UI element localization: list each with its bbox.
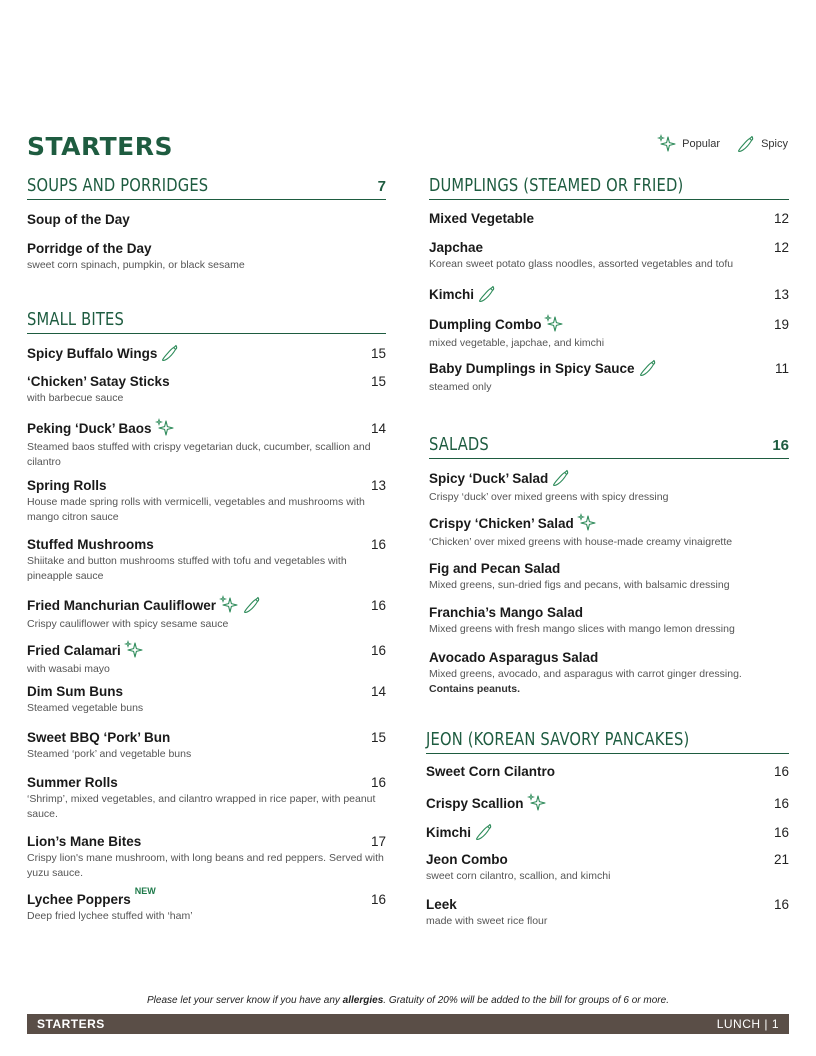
menu-item [27,886,386,924]
section-title: JEON (KOREAN SAVORY PANCAKES) [426,730,690,750]
menu-item [429,561,789,593]
item-description [27,662,386,677]
item-price: 14 [370,420,386,436]
item-name [429,314,564,334]
menu-item [27,834,386,881]
item-name [27,684,123,699]
item-price: 16 [370,642,386,658]
item-price: 16 [773,795,789,811]
menu-item [27,595,386,632]
section-header [27,310,386,334]
footer-note-text-end: . Gratuity of 20% will be added to the bill for groups of 6 or more. [383,995,669,1006]
section-header [426,730,789,754]
item-description-text: Steamed baos stuffed with crispy vegetarian duck, cucumber, scallion and cilantro [27,441,371,468]
item-name [27,343,180,363]
menu-item [429,513,789,550]
item-price: 14 [370,684,386,699]
item-description-text: steamed only [429,381,492,393]
menu-item [27,775,386,822]
menu-item [429,605,789,637]
chili-icon [474,822,494,842]
item-name [429,605,583,620]
menu-item [429,211,789,226]
item-price: 12 [773,211,789,226]
item-name-text: Sweet BBQ ‘Pork’ Bun [27,730,171,745]
item-description-text: Shiitake and button mushrooms stuffed with tofu and vegetables with pineapple sauce [27,555,347,582]
item-name [429,468,571,488]
item-description-text: House made spring rolls with vermicelli, vegetables and mushrooms with mango citron sauce [27,496,365,523]
item-price: 17 [370,834,386,849]
section-title: SMALL BITES [27,310,124,330]
item-name [429,284,497,304]
item-name-text: Lion’s Mane Bites [27,834,142,849]
item-description [27,440,386,470]
item-name-text: Baby Dumplings in Spicy Sauce [429,360,635,376]
menu-item [429,314,789,351]
item-name [27,595,262,615]
footer-note [0,995,816,1006]
item-price: 16 [773,764,789,779]
item-name-text: Japchae [429,240,484,255]
item-description [429,535,789,550]
item-name [27,374,170,389]
right-column [426,0,789,1000]
item-name-text: Avocado Asparagus Salad [429,650,599,665]
item-description [27,617,386,632]
item-price: 21 [773,852,789,867]
item-description [27,495,386,525]
item-name-text: Dumpling Combo [429,316,542,332]
item-description-text: Mixed greens, sun-dried figs and pecans, with balsamic dressing [429,579,730,591]
item-name [426,897,457,912]
section-header [429,176,789,200]
item-name-text: Peking ‘Duck’ Baos [27,420,152,436]
item-description-text: Steamed vegetable buns [27,702,144,714]
item-price: 16 [370,537,386,552]
item-name-text: Spicy Buffalo Wings [27,345,158,361]
item-price: 13 [370,478,386,493]
item-name [429,513,597,533]
item-description [429,578,789,593]
item-name [27,775,118,790]
item-name-text: Jeon Combo [426,852,508,867]
section-dumplings [429,176,789,200]
item-description [27,701,386,716]
item-name [426,764,555,779]
item-description-text: Crispy cauliflower with spicy sesame sauce [27,618,229,630]
item-name-text: Crispy Scallion [426,795,524,811]
menu-item [426,897,789,929]
item-price: 15 [370,374,386,389]
item-name [426,852,508,867]
item-description: sweet corn spinach, pumpkin, or black sesame [27,259,245,271]
section-price: 7 [377,178,386,195]
item-price: 16 [370,892,386,907]
menu-item [27,418,386,470]
item-name-text: Summer Rolls [27,775,118,790]
item-description-text: made with sweet rice flour [426,915,548,927]
legend-spicy-label: Spicy [761,138,788,150]
item-description-text: Mixed greens with fresh mango slices with mango lemon dressing [429,623,735,635]
sparkle-icon [155,418,175,438]
item-name [27,886,156,907]
item-description-text: Korean sweet potato glass noodles, assorted vegetables and tofu [429,258,734,270]
item-description [429,490,789,505]
item-description [429,336,789,351]
menu-item [27,343,386,363]
sparkle-icon [544,314,564,334]
item-description [27,792,386,822]
sparkle-icon [219,595,239,615]
menu-item [429,650,789,697]
sparkle-icon [527,793,547,813]
menu-item [27,730,386,762]
section-title: SOUPS AND PORRIDGES [27,176,209,196]
item-description-text: with wasabi mayo [27,663,110,675]
item-price: 19 [773,316,789,332]
item-name-text: Kimchi [426,824,472,840]
item-description [429,380,789,395]
item-description [27,554,386,584]
item-name-text: Fried Manchurian Cauliflower [27,597,217,613]
item-price: 15 [370,345,386,361]
item-name: Porridge of the Day [27,241,152,256]
item-description-text: ‘Shrimp’, mixed vegetables, and cilantro wrapped in rice paper, with peanut sauce. [27,793,376,820]
footer-page-label: LUNCH | 1 [716,1017,779,1031]
sparkle-icon [124,640,144,660]
item-description-text: Crispy lion's mane mushroom, with long beans and red peppers. Served with yuzu sauce. [27,852,384,879]
item-name-text: Fried Calamari [27,642,121,658]
section-jeon [426,730,789,754]
footer-note-allergies: allergies [342,995,384,1006]
item-description [429,622,789,637]
item-name [27,730,170,745]
item-price: 13 [773,286,789,302]
menu-item [429,468,789,505]
footer-section-label: STARTERS [37,1017,105,1031]
section-title: DUMPLINGS (STEAMED OR FRIED) [429,176,684,196]
chili-icon [242,595,262,615]
item-price: 12 [773,240,789,255]
item-description [27,391,386,406]
menu-item [27,537,386,584]
item-name [429,240,483,255]
footer-note-text: Please let your server know if you have any [147,995,343,1006]
chili-icon [160,343,180,363]
item-name-text: Kimchi [429,286,475,302]
item-name-text: Spring Rolls [27,478,107,493]
item-description-text: Crispy ‘duck’ over mixed greens with spicy dressing [429,491,669,503]
left-column [27,0,386,1000]
section-small-bites [27,310,386,334]
item-name-text: Fig and Pecan Salad [429,561,561,576]
item-name-text: ‘Chicken’ Satay Sticks [27,374,170,389]
section-title: SALADS [429,435,489,455]
item-price: 11 [774,360,789,376]
chili-icon [638,358,658,378]
section-salads [429,435,789,459]
item-description-text: Deep fried lychee stuffed with ‘ham’ [27,910,193,922]
menu-item [429,240,789,272]
item-description [426,869,789,884]
item-price: 16 [370,775,386,790]
item-name [27,478,107,493]
item-price: 16 [773,897,789,912]
footer-bar [27,1014,789,1034]
menu-item [429,284,789,304]
item-name [27,834,141,849]
item-name-text: Leek [426,897,457,912]
item-description [27,851,386,881]
menu-item [27,478,386,525]
menu-item [27,212,386,227]
item-name-text: Crispy ‘Chicken’ Salad [429,515,574,531]
menu-item [27,640,386,677]
item-description [429,667,789,697]
section-soups [27,176,386,200]
sparkle-icon [577,513,597,533]
item-allergen-note: Contains peanuts. [429,683,521,695]
item-name [27,640,144,660]
item-name [429,358,658,378]
menu-item [27,241,386,273]
item-description-text: mixed vegetable, japchae, and kimchi [429,337,605,349]
menu-item [27,684,386,716]
item-description [426,914,789,929]
item-name-text: Sweet Corn Cilantro [426,764,556,779]
item-name [429,561,560,576]
item-name [27,418,175,438]
item-description-text: with barbecue sauce [27,392,124,404]
menu-item [426,852,789,884]
item-description-text: ‘Chicken’ over mixed greens with house-made creamy vinaigrette [429,536,733,548]
section-header [429,435,789,459]
item-name [426,793,547,813]
menu-item [426,793,789,813]
chili-icon [477,284,497,304]
item-name [429,650,598,665]
menu-item [429,358,789,395]
item-name-text: Dim Sum Buns [27,684,124,699]
item-description [27,747,386,762]
item-name [429,211,534,226]
item-price: 16 [370,597,386,613]
chili-icon [551,468,571,488]
item-price: 16 [773,824,789,840]
item-description [27,909,386,924]
item-price: 15 [370,730,386,745]
item-name-text: Spicy ‘Duck’ Salad [429,470,549,486]
page-title: STARTERS [27,132,173,161]
item-name-text: Mixed Vegetable [429,211,535,226]
item-description-text: sweet corn cilantro, scallion, and kimchi [426,870,611,882]
item-name: Soup of the Day [27,212,130,227]
item-name [426,822,494,842]
item-name-text: Lychee Poppers [27,892,131,907]
item-description-text: Steamed ‘pork’ and vegetable buns [27,748,192,760]
item-name-text: Franchia’s Mango Salad [429,605,584,620]
section-header [27,176,386,200]
section-price: 16 [772,437,789,454]
menu-item [426,822,789,842]
item-description-text: Mixed greens, avocado, and asparagus with carrot ginger dressing. [429,668,742,680]
item-name [27,537,154,552]
menu-item [426,764,789,779]
item-description [429,257,789,272]
menu-item [27,374,386,406]
item-name-text: Stuffed Mushrooms [27,537,154,552]
new-badge: NEW [134,886,156,896]
legend-popular-label: Popular [682,138,721,150]
